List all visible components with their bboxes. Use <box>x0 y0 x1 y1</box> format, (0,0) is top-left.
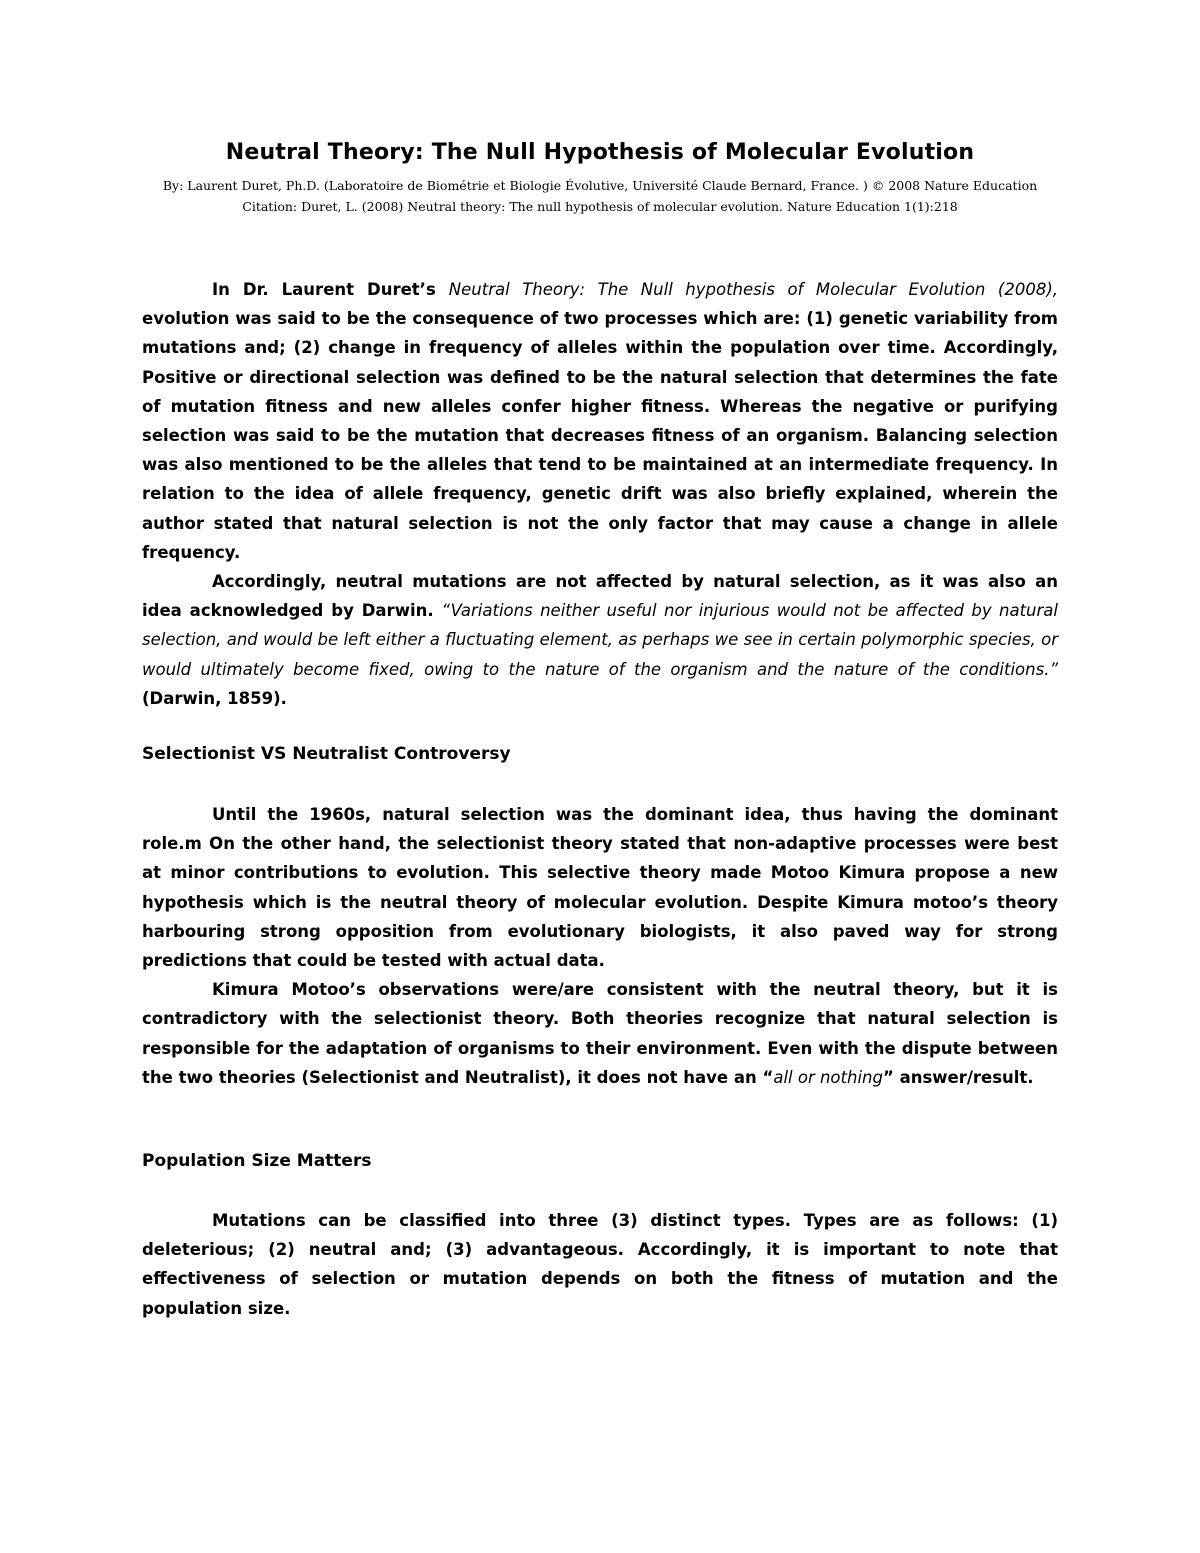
intro-paragraph-2 <box>142 567 1058 713</box>
selectionist-p2-text-b: ” answer/result. <box>882 1067 1034 1087</box>
document-title: Neutral Theory: The Null Hypothesis of Molecular Evolution <box>225 140 975 165</box>
selectionist-p2-text-a: Kimura Motoo’s observations were/are consistent with the neutral theory, but it is contradictory with the selectionist theory. Both theories recognize that natural selection is responsible for the adaptation of organisms to their environment. Even with the dispute between the two theories (Selectionist and Neutralist), it does not have an “ <box>142 980 1058 1087</box>
intro-p1-text-b: evolution was said to be the consequence of two processes which are: (1) genetic variability from mutations and; (2) change in frequency of alleles within the population over time. Accordingly, Positive or directional selection was defined to be the natural selection that determines the fate of mutation fitness and new alleles confer higher fitness. Whereas the negative or purifying selection was said to be the mutation that decreases fitness of an organism. Balancing selection was also mentioned to be the alleles that tend to be maintained at an intermediate frequency. In relation to the idea of allele frequency, genetic drift was also briefly explained, wherein the author stated that natural selection is not the only factor that may cause a change in allele frequency. <box>142 309 1058 562</box>
section-heading-population: Population Size Matters <box>142 1151 372 1171</box>
intro-paragraph-1 <box>142 275 1058 567</box>
all-or-nothing-phrase: all or nothing <box>773 1067 883 1087</box>
intro-p1-italic-title: Neutral Theory: The Null hypothesis of Molecular Evolution (2008), <box>448 280 1059 299</box>
intro-p1-text-a: In Dr. Laurent Duret’s <box>212 280 449 299</box>
intro-section <box>142 275 1058 713</box>
population-paragraph-1: Mutations can be classified into three (3) distinct types. Types are as follows: (1) deleterious; (2) neutral and; (3) advantageous. Accordingly, it is important to note that effectiveness of selection or mutation depends on both the fitness of mutation and the population size. <box>142 1211 1058 1318</box>
darwin-quote: “Variations neither useful nor injurious would not be affected by natural selection, and would be left either a fluctuating element, as perhaps we see in certain polymorphic species, or would ultimately become fixed, owing to the nature of the organism and the nature of the conditions.” <box>142 601 1058 679</box>
selectionist-paragraph-2 <box>142 975 1058 1092</box>
intro-p2-text-b: (Darwin, 1859). <box>142 688 287 708</box>
selectionist-section <box>142 800 1058 1092</box>
author-byline: By: Laurent Duret, Ph.D. (Laboratoire de Biométrie et Biologie Évolutive, Université Claude Bernard, France. ) © 2008 Nature Education <box>162 178 1038 193</box>
intro-p2-text-a: Accordingly, neutral mutations are not affected by natural selection, as it was also an idea acknowledged by Darwin. <box>142 572 1058 621</box>
section-heading-selectionist: Selectionist VS Neutralist Controversy <box>142 744 511 764</box>
citation-line: Citation: Duret, L. (2008) Neutral theory: The null hypothesis of molecular evolution. Nature Education 1(1):218 <box>242 199 958 214</box>
selectionist-paragraph-1: Until the 1960s, natural selection was the dominant idea, thus having the dominant role.m On the other hand, the selectionist theory stated that non-adaptive processes were best at minor contributions to evolution. This selective theory made Motoo Kimura propose a new hypothesis which is the neutral theory of molecular evolution. Despite Kimura motoo’s theory harbouring strong opposition from evolutionary biologists, it also paved way for strong predictions that could be tested with actual data. <box>142 805 1058 971</box>
population-section <box>142 1206 1058 1323</box>
